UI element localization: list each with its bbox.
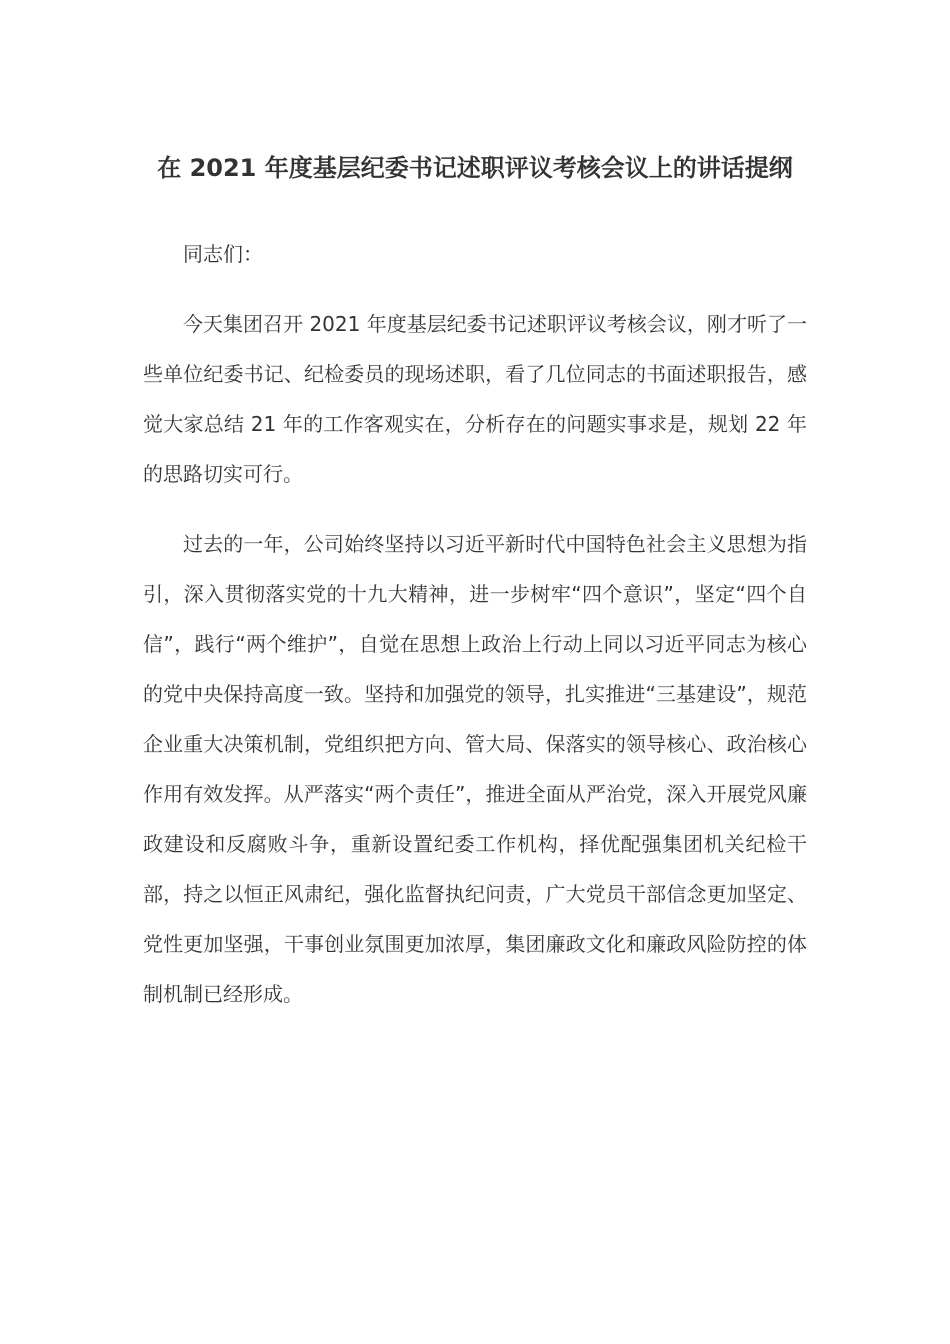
paragraph-1: 今天集团召开 2021 年度基层纪委书记述职评议考核会议，刚才听了一些单位纪委书记、纪检委员的现场述职，看了几位同志的书面述职报告，感觉大家总结 21 年的工作客观实在，分析存在的问题实事求是，规划 22 年的思路切实可行。 (143, 312, 807, 486)
document-page (143, 148, 807, 1019)
document-title: 在 2021 年度基层纪委书记述职评议考核会议上的讲话提纲 (157, 154, 793, 182)
paragraph-2: 过去的一年，公司始终坚持以习近平新时代中国特色社会主义思想为指引，深入贯彻落实党的十九大精神，进一步树牢“四个意识”，坚定“四个自信”，践行“两个维护”，自觉在思想上政治上行动上同以习近平同志为核心的党中央保持高度一致。坚持和加强党的领导，扎实推进“三基建设”，规范企业重大决策机制，党组织把方向、管大局、保落实的领导核心、政治核心作用有效发挥。从严落实“两个责任”，推进全面从严治党，深入开展党风廉政建设和反腐败斗争，重新设置纪委工作机构，择优配强集团机关纪检干部，持之以恒正风肃纪，强化监督执纪问责，广大党员干部信念更加坚定、党性更加坚强，干事创业氛围更加浓厚，集团廉政文化和廉政风险防控的体制机制已经形成。 (143, 532, 807, 1006)
greeting: 同志们： (183, 242, 263, 266)
